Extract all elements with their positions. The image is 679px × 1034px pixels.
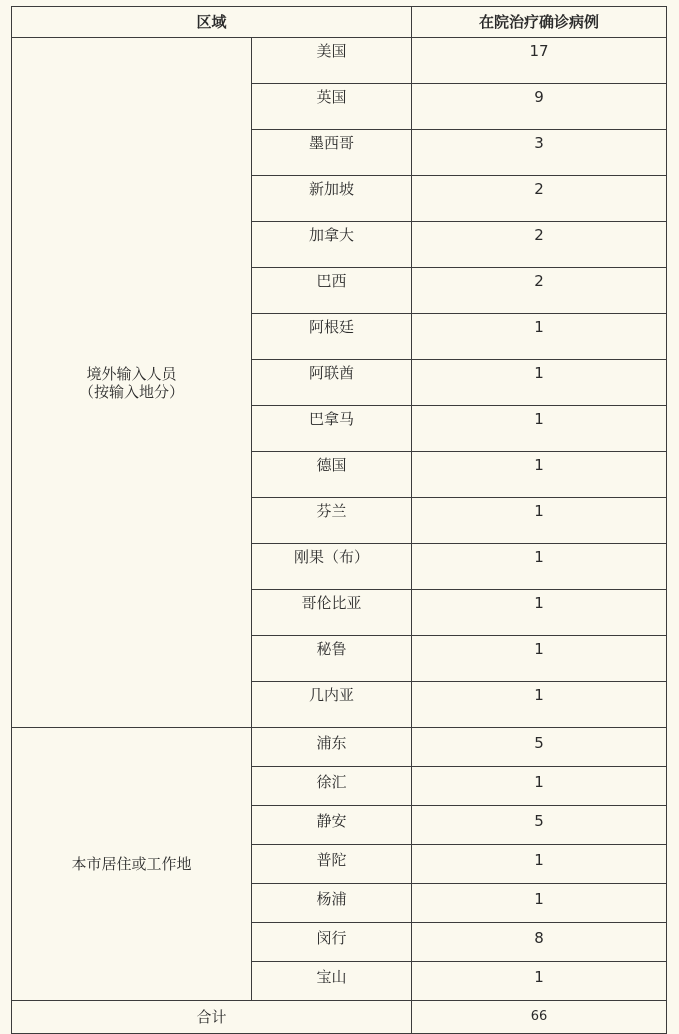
table-row <box>12 38 667 84</box>
count-cell: 17 <box>412 38 667 84</box>
place-cell: 哥伦比亚 <box>252 590 412 636</box>
place-cell: 徐汇 <box>252 767 412 806</box>
total-row <box>12 1001 667 1034</box>
group-imported-label-line1: 境外输入人员 <box>86 364 177 383</box>
count-cell: 9 <box>412 84 667 130</box>
count-cell: 1 <box>412 682 667 728</box>
count-cell: 2 <box>412 268 667 314</box>
count-cell: 1 <box>412 544 667 590</box>
count-cell: 1 <box>412 767 667 806</box>
place-cell: 宝山 <box>252 962 412 1001</box>
count-cell: 3 <box>412 130 667 176</box>
place-cell: 普陀 <box>252 845 412 884</box>
place-cell: 静安 <box>252 806 412 845</box>
count-cell: 1 <box>412 962 667 1001</box>
place-cell: 巴拿马 <box>252 406 412 452</box>
place-cell: 几内亚 <box>252 682 412 728</box>
count-cell: 2 <box>412 222 667 268</box>
count-cell: 1 <box>412 636 667 682</box>
count-cell: 1 <box>412 884 667 923</box>
total-count: 66 <box>412 1001 667 1034</box>
count-cell: 8 <box>412 923 667 962</box>
place-cell: 阿联酋 <box>252 360 412 406</box>
header-cases: 在院治疗确诊病例 <box>412 7 667 38</box>
header-region: 区域 <box>12 7 412 38</box>
group-local-label: 本市居住或工作地 <box>12 728 252 1001</box>
count-cell: 1 <box>412 845 667 884</box>
place-cell: 巴西 <box>252 268 412 314</box>
count-cell: 2 <box>412 176 667 222</box>
count-cell: 1 <box>412 314 667 360</box>
count-cell: 5 <box>412 806 667 845</box>
place-cell: 新加坡 <box>252 176 412 222</box>
count-cell: 1 <box>412 498 667 544</box>
place-cell: 阿根廷 <box>252 314 412 360</box>
place-cell: 刚果（布） <box>252 544 412 590</box>
table-row <box>12 728 667 767</box>
count-cell: 1 <box>412 406 667 452</box>
table-header-row <box>12 7 667 38</box>
hospitalized-cases-table <box>11 6 667 1034</box>
place-cell: 墨西哥 <box>252 130 412 176</box>
place-cell: 浦东 <box>252 728 412 767</box>
place-cell: 秘鲁 <box>252 636 412 682</box>
place-cell: 美国 <box>252 38 412 84</box>
place-cell: 德国 <box>252 452 412 498</box>
place-cell: 闵行 <box>252 923 412 962</box>
count-cell: 1 <box>412 360 667 406</box>
count-cell: 1 <box>412 590 667 636</box>
place-cell: 加拿大 <box>252 222 412 268</box>
place-cell: 杨浦 <box>252 884 412 923</box>
group-imported-label-line2: （按输入地分） <box>78 382 184 401</box>
count-cell: 1 <box>412 452 667 498</box>
count-cell: 5 <box>412 728 667 767</box>
group-imported-label <box>12 38 252 728</box>
total-label: 合计 <box>12 1001 412 1034</box>
place-cell: 芬兰 <box>252 498 412 544</box>
place-cell: 英国 <box>252 84 412 130</box>
